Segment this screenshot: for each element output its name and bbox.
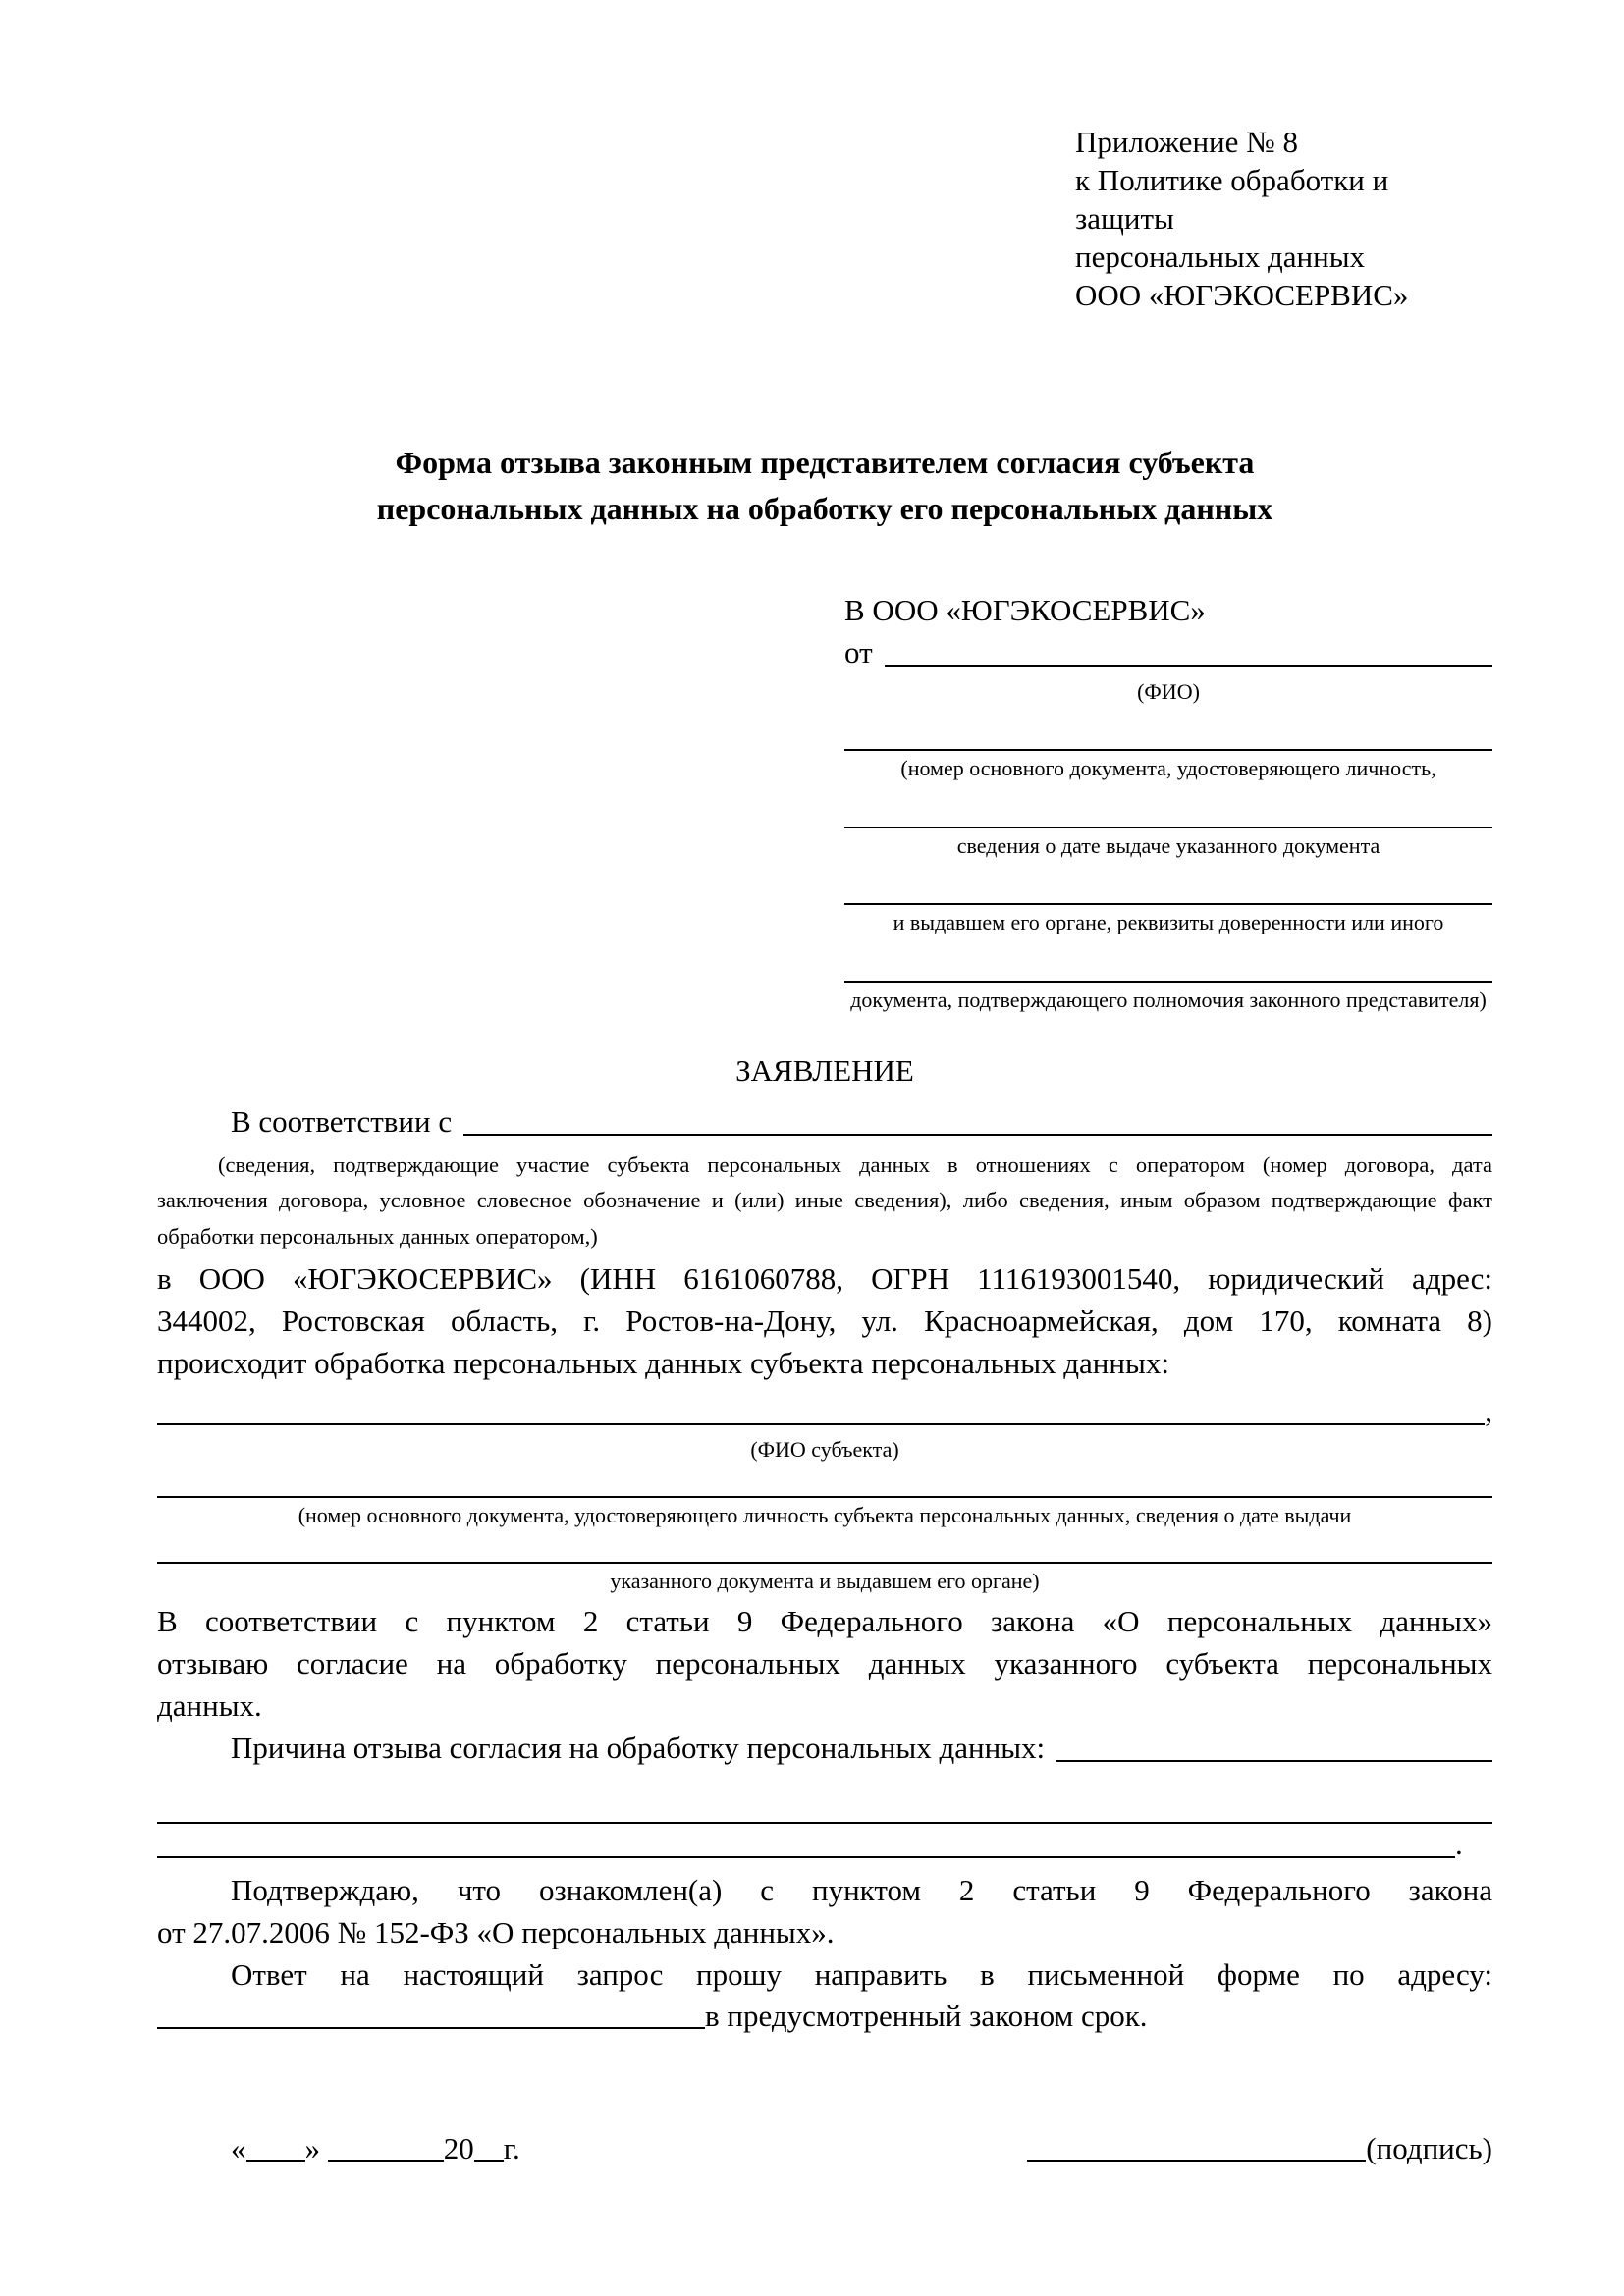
appendix-header-line: персональных данных — [1075, 240, 1366, 275]
reason-period: . — [1455, 1827, 1463, 1862]
appendix-header — [1075, 123, 1492, 314]
reason-blank-line — [1056, 1760, 1492, 1762]
reason-label: Причина отзыва согласия на обработку персональных данных: — [231, 1730, 1046, 1765]
subject-name-comma: , — [1485, 1393, 1492, 1428]
intro-label: В соответствии с — [231, 1104, 453, 1140]
document-number-blank-line — [844, 706, 1492, 751]
issuing-authority-caption: и выдавшем его органе, реквизиты доверенности или иного — [893, 910, 1444, 935]
document-number-caption: (номер основного документа, удостоверяющего личность, — [900, 756, 1436, 781]
signature-caption: (подпись) — [1366, 2131, 1492, 2166]
issue-date-caption: сведения о дате выдаче указанного документа — [956, 832, 1380, 858]
intro-blank-line — [463, 1134, 1492, 1136]
intro-note — [157, 1148, 1492, 1255]
withdraw-paragraph-line: В соответствии с пунктом 2 статьи 9 Федерального закона «О персональных данных» — [157, 1604, 1492, 1639]
reply-address-blank-line — [157, 2027, 705, 2029]
subject-document-blank-line — [157, 1530, 1492, 1564]
subject-document-caption: (номер основного документа, удостоверяющего личность субъекта персональных данных, сведения о дате выдачи — [298, 1503, 1352, 1528]
document-title — [157, 440, 1492, 531]
date-group — [231, 2128, 520, 2170]
date-year-blank-line — [474, 2160, 504, 2162]
withdraw-paragraph — [157, 1601, 1492, 1727]
reason-row — [157, 1728, 1492, 1770]
date-month-blank-line — [328, 2160, 444, 2162]
operator-paragraph-line: в ООО «ЮГЭКОСЕРВИС» (ИНН 6161060788, ОГРН 1116193001540, юридический адрес: — [157, 1261, 1492, 1297]
issuing-authority-blank-line — [844, 860, 1492, 905]
document-title-line: персональных данных на обработку его персональных данных — [376, 490, 1273, 526]
signature-group — [1027, 2128, 1492, 2170]
date-close-quote: » — [304, 2131, 320, 2166]
appendix-header-line: Приложение № 8 — [1075, 125, 1298, 159]
date-signature-row — [157, 2128, 1492, 2170]
issue-date-blank-line — [844, 783, 1492, 828]
appendix-header-line: к Политике обработки и защиты — [1075, 163, 1389, 237]
addressee-block — [844, 590, 1492, 1015]
intro-row — [157, 1101, 1492, 1144]
subject-name-blank-line — [157, 1423, 1485, 1425]
reply-line: Ответ на настоящий запрос прошу направить в письменной форме по адресу: — [231, 1956, 1492, 1992]
subject-document-blank-line — [157, 1465, 1492, 1498]
date-day-blank-line — [246, 2160, 305, 2162]
addressee-from-row — [844, 632, 1492, 674]
signature-blank-line — [1027, 2160, 1366, 2162]
operator-paragraph — [157, 1258, 1492, 1384]
reply-tail: в предусмотренный законом срок. — [705, 1999, 1148, 2034]
confirm-paragraph-line: Подтверждаю, что ознакомлен(а) с пунктом 2 статьи 9 Федерального закона — [231, 1873, 1492, 1908]
fio-caption: (ФИО) — [1137, 678, 1200, 704]
intro-note-line: заключения договора, условное словесное обозначение и (или) иные сведения), либо сведения, иным образом подтверждающие факт — [157, 1188, 1492, 1213]
intro-note-line: (сведения, подтверждающие участие субъекта персональных данных в отношениях с оператором (номер договора, дата — [218, 1152, 1492, 1178]
confirm-paragraph-line: от 27.07.2006 № 152-ФЗ «О персональных данных». — [157, 1914, 835, 1949]
document-title-line: Форма отзыва законным представителем согласия субъекта — [395, 445, 1255, 481]
intro-note-line: обработки персональных данных оператором,) — [157, 1223, 598, 1249]
operator-paragraph-line: происходит обработка персональных данных субъекта персональных данных: — [157, 1345, 1169, 1380]
withdraw-paragraph-line: данных. — [157, 1687, 262, 1723]
addressee-to: В ООО «ЮГЭКОСЕРВИС» — [844, 593, 1206, 628]
operator-paragraph-line: 344002, Ростовская область, г. Ростов-на-Дону, ул. Красноармейская, дом 170, комната 8) — [157, 1304, 1492, 1339]
representative-authority-blank-line — [844, 937, 1492, 983]
subject-document-caption: указанного документа и выдавшем его органе) — [610, 1568, 1040, 1593]
subject-fio-caption: (ФИО субъекта) — [750, 1437, 899, 1463]
date-year-prefix: 20 — [443, 2131, 474, 2166]
confirm-paragraph — [157, 1870, 1492, 1954]
addressee-from-label: от — [844, 634, 873, 669]
date-open-quote: « — [231, 2131, 246, 2166]
subject-name-row — [157, 1391, 1492, 1433]
representative-name-blank-line — [885, 665, 1492, 667]
representative-authority-caption: документа, подтверждающего полномочия законного представителя) — [850, 987, 1487, 1012]
appendix-header-line: ООО «ЮГЭКОСЕРВИС» — [1075, 278, 1409, 313]
reply-address-row — [157, 1996, 1492, 2038]
statement-heading: ЗАЯВЛЕНИЕ — [735, 1052, 914, 1088]
withdraw-paragraph-line: отзываю согласие на обработку персональных данных указанного субъекта персональных — [157, 1645, 1492, 1681]
date-year-suffix: г. — [503, 2131, 520, 2166]
reason-blank-line — [157, 1769, 1492, 1824]
reason-blank-row — [157, 1824, 1492, 1866]
reason-blank-line — [157, 1856, 1455, 1858]
